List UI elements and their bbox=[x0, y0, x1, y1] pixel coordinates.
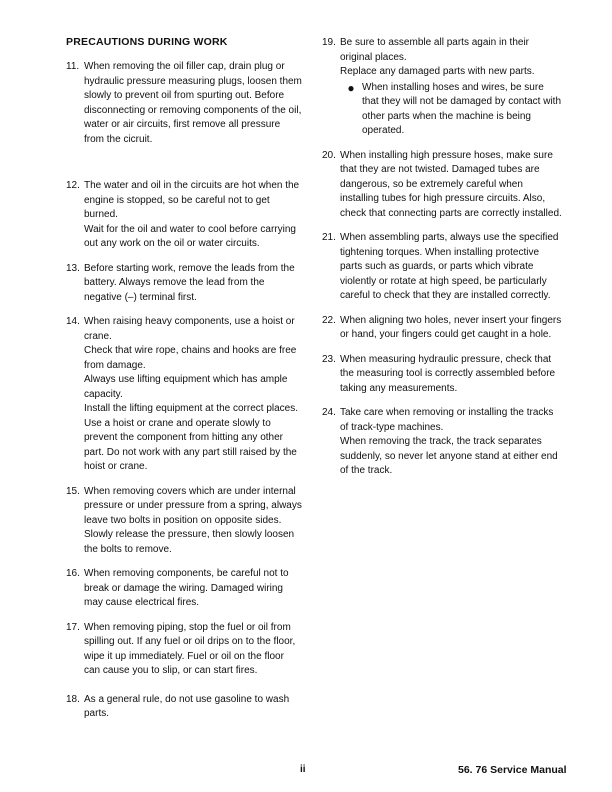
item-body bbox=[340, 231, 562, 304]
item-paragraph: Before starting work, remove the leads from the battery. Always remove the lead from the negative (–) terminal first. bbox=[84, 262, 295, 303]
item-paragraph: Wait for the oil and water to cool before carrying out any work on the oil or water circuits. bbox=[84, 223, 296, 249]
precaution-item bbox=[66, 621, 302, 679]
item-body bbox=[340, 149, 562, 222]
precaution-item bbox=[66, 693, 302, 722]
precaution-item bbox=[322, 149, 562, 222]
precaution-item bbox=[66, 262, 302, 306]
item-body bbox=[84, 693, 302, 722]
bullet-point bbox=[340, 81, 562, 139]
item-paragraph: Always use lifting equipment which has ample capacity. bbox=[84, 374, 288, 400]
bullet-text: When installing hoses and wires, be sure that they will not be damaged by contact with other parts when the machine is being operated. bbox=[362, 81, 562, 136]
precaution-item bbox=[322, 36, 562, 139]
item-paragraph: Check that wire rope, chains and hooks are free from damage. bbox=[84, 345, 297, 371]
item-paragraph: When removing the track, the track separates suddenly, so never let anyone stand at either end of the track. bbox=[340, 436, 558, 476]
page-number: ii bbox=[300, 764, 306, 775]
precaution-item bbox=[66, 315, 302, 475]
item-paragraph: Replace any damaged parts with new parts. bbox=[340, 66, 535, 77]
item-body bbox=[340, 353, 562, 397]
item-number: 11. bbox=[66, 61, 80, 72]
item-body bbox=[84, 621, 302, 679]
precaution-item bbox=[66, 179, 302, 252]
item-body bbox=[84, 485, 302, 558]
item-paragraph: When measuring hydraulic pressure, check that the measuring tool is correctly assembled before taking any measurements. bbox=[340, 353, 556, 394]
item-paragraph: When removing piping, stop the fuel or oil from spilling out. If any fuel or oil drips on to the floor, wipe it up immediately. Fuel or oil on the floor can cause you to slip, or can start fires. bbox=[84, 621, 296, 676]
item-number: 23. bbox=[322, 353, 336, 365]
left-column bbox=[66, 36, 302, 722]
precaution-item bbox=[66, 60, 302, 147]
item-number: 21. bbox=[322, 232, 336, 243]
item-paragraph: Take care when removing or installing the tracks of track-type machines. bbox=[340, 407, 554, 433]
item-number: 17. bbox=[66, 621, 80, 633]
item-body bbox=[340, 314, 562, 343]
item-body bbox=[340, 36, 562, 139]
item-body bbox=[84, 315, 302, 475]
item-number: 15. bbox=[66, 485, 80, 497]
item-paragraph: When removing components, be careful not to break or damage the wiring. Damaged wiring may cause electrical fires. bbox=[84, 568, 289, 608]
item-paragraph: When assembling parts, always use the specified tightening torques. When installing protective parts such as guards, or parts which vibrate violently or rotate at high speed, be particularly careful to check that they are installed correctly. bbox=[340, 232, 559, 301]
item-paragraph: When removing the oil filler cap, drain plug or hydraulic pressure measuring plugs, loosen them slowly to prevent oil from spurting out. Before disconnecting or removing components of the oil, water or air circuits, first remove all pressure from the cicruit. bbox=[84, 61, 302, 145]
item-paragraph: When aligning two holes, never insert your fingers or hand, your fingers could get caught in a hole. bbox=[340, 314, 562, 340]
item-paragraph: As a general rule, do not use gasoline to wash parts. bbox=[84, 693, 290, 719]
precaution-item bbox=[322, 231, 562, 304]
right-column bbox=[322, 36, 562, 479]
item-number: 24. bbox=[322, 407, 336, 418]
precaution-item bbox=[66, 567, 302, 611]
item-body bbox=[84, 567, 302, 611]
section-heading: PRECAUTIONS DURING WORK bbox=[66, 36, 228, 48]
item-paragraph: Install the lifting equipment at the correct places. Use a hoist or crane and operate slowly to prevent the component from hitting any other part. Do not work with any part still raised by the hoist or crane. bbox=[84, 403, 299, 472]
item-body bbox=[340, 406, 562, 479]
item-paragraph: When removing covers which are under internal pressure or under pressure from a spring, always leave two bolts in position on opposite sides. Slowly release the pressure, then slowly loosen the bolts to remove. bbox=[84, 485, 302, 555]
item-body bbox=[84, 60, 302, 147]
item-number: 13. bbox=[66, 262, 80, 274]
item-body bbox=[84, 179, 302, 252]
item-number: 22. bbox=[322, 314, 336, 326]
precaution-item bbox=[322, 353, 562, 397]
item-number: 14. bbox=[66, 316, 80, 327]
item-paragraph: When installing high pressure hoses, make sure that they are not twisted. Damaged tubes are dangerous, so be extremely careful when installing tubes for high pressure circuits. Also, check that connecting parts are correctly installed. bbox=[340, 149, 562, 219]
item-number: 12. bbox=[66, 180, 80, 191]
bullet-dot-icon: ● bbox=[347, 80, 355, 95]
precaution-item bbox=[66, 485, 302, 558]
precaution-item bbox=[322, 406, 562, 479]
item-paragraph: The water and oil in the circuits are hot when the engine is stopped, so be careful not to get burned. bbox=[84, 180, 300, 220]
item-number: 19. bbox=[322, 37, 336, 48]
item-number: 16. bbox=[66, 568, 80, 579]
item-paragraph: When raising heavy components, use a hoist or crane. bbox=[84, 316, 295, 342]
item-paragraph: Be sure to assemble all parts again in their original places. bbox=[340, 37, 529, 63]
item-number: 18. bbox=[66, 693, 80, 705]
precaution-item bbox=[322, 314, 562, 343]
item-number: 20. bbox=[322, 149, 336, 161]
item-body bbox=[84, 262, 302, 306]
manual-title: 56. 76 Service Manual bbox=[458, 764, 567, 776]
